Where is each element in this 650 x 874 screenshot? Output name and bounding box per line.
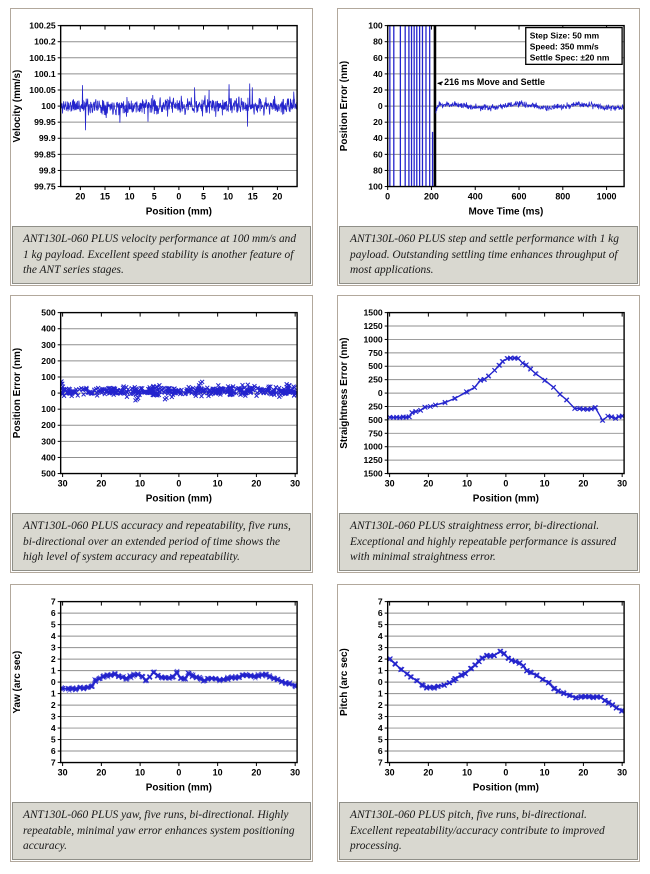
svg-text:20: 20 bbox=[96, 478, 107, 489]
svg-text:1500: 1500 bbox=[363, 468, 383, 479]
svg-text:99.85: 99.85 bbox=[34, 149, 56, 160]
svg-text:10: 10 bbox=[462, 767, 473, 778]
svg-text:0: 0 bbox=[377, 388, 383, 399]
svg-text:750: 750 bbox=[368, 428, 383, 439]
svg-text:200: 200 bbox=[41, 355, 56, 366]
svg-text:100: 100 bbox=[368, 20, 383, 31]
svg-text:5: 5 bbox=[151, 191, 157, 202]
svg-text:20: 20 bbox=[423, 767, 434, 778]
svg-text:10: 10 bbox=[212, 478, 223, 489]
yaw-panel bbox=[10, 584, 313, 862]
svg-text:1250: 1250 bbox=[363, 321, 383, 332]
svg-text:4: 4 bbox=[50, 631, 56, 642]
svg-text:20: 20 bbox=[96, 767, 107, 778]
svg-text:60: 60 bbox=[373, 149, 383, 160]
svg-text:10: 10 bbox=[539, 478, 550, 489]
svg-text:300: 300 bbox=[41, 436, 56, 447]
svg-text:Move Time (ms): Move Time (ms) bbox=[468, 206, 544, 218]
svg-text:100.25: 100.25 bbox=[29, 20, 56, 31]
svg-text:40: 40 bbox=[373, 133, 383, 144]
svg-text:0: 0 bbox=[50, 677, 56, 688]
velocity-caption: ANT130L-060 PLUS velocity performance at 100 mm/s and 1 kg payload. Excellent speed stability is another feature of the ANT series stages. bbox=[12, 226, 311, 284]
svg-text:80: 80 bbox=[373, 36, 383, 47]
svg-text:3: 3 bbox=[377, 711, 383, 722]
pitch-chart bbox=[338, 585, 639, 803]
svg-text:216 ms Move and Settle: 216 ms Move and Settle bbox=[444, 76, 545, 87]
straightness-chart bbox=[338, 296, 639, 514]
svg-text:10: 10 bbox=[124, 191, 135, 202]
svg-text:1250: 1250 bbox=[363, 455, 383, 466]
svg-text:7: 7 bbox=[50, 596, 56, 607]
svg-text:30: 30 bbox=[384, 478, 395, 489]
svg-text:30: 30 bbox=[617, 767, 628, 778]
svg-text:5: 5 bbox=[377, 619, 383, 630]
step-settle-caption: ANT130L-060 PLUS step and settle performance with 1 kg payload. Outstanding settling time enhances throughput of most applications. bbox=[339, 226, 638, 284]
svg-text:20: 20 bbox=[373, 117, 383, 128]
svg-text:4: 4 bbox=[377, 631, 383, 642]
svg-text:3: 3 bbox=[50, 642, 56, 653]
svg-text:250: 250 bbox=[368, 401, 383, 412]
svg-text:100.05: 100.05 bbox=[29, 84, 56, 95]
svg-text:1: 1 bbox=[50, 688, 56, 699]
svg-text:99.9: 99.9 bbox=[38, 133, 56, 144]
svg-text:Position (mm): Position (mm) bbox=[145, 782, 212, 794]
svg-text:99.75: 99.75 bbox=[34, 181, 56, 192]
svg-text:7: 7 bbox=[377, 596, 383, 607]
svg-text:500: 500 bbox=[368, 361, 383, 372]
svg-text:1000: 1000 bbox=[363, 441, 383, 452]
svg-text:1500: 1500 bbox=[363, 307, 383, 318]
svg-text:80: 80 bbox=[373, 165, 383, 176]
svg-text:20: 20 bbox=[423, 478, 434, 489]
svg-text:Pitch (arc sec): Pitch (arc sec) bbox=[338, 648, 350, 717]
svg-text:0: 0 bbox=[377, 677, 383, 688]
svg-text:40: 40 bbox=[373, 68, 383, 79]
svg-text:Step Size: 50 mm: Step Size: 50 mm bbox=[529, 30, 600, 41]
svg-text:10: 10 bbox=[212, 767, 223, 778]
svg-text:Position Error (nm): Position Error (nm) bbox=[11, 347, 23, 439]
svg-text:1000: 1000 bbox=[596, 191, 617, 202]
svg-text:500: 500 bbox=[41, 468, 56, 479]
svg-text:20: 20 bbox=[75, 191, 86, 202]
svg-text:400: 400 bbox=[41, 452, 56, 463]
svg-text:100.1: 100.1 bbox=[34, 68, 56, 79]
svg-text:3: 3 bbox=[50, 711, 56, 722]
svg-text:0: 0 bbox=[385, 191, 391, 202]
svg-text:800: 800 bbox=[555, 191, 571, 202]
svg-text:15: 15 bbox=[247, 191, 258, 202]
accuracy-panel bbox=[10, 295, 313, 573]
svg-text:2: 2 bbox=[377, 654, 383, 665]
pitch-caption: ANT130L-060 PLUS pitch, five runs, bi-directional. Excellent repeatability/accuracy contribute to improved processing. bbox=[339, 802, 638, 860]
straightness-caption: ANT130L-060 PLUS straightness error, bi-directional. Exceptional and highly repeatable performance is assured with minimal straightness error. bbox=[339, 513, 638, 571]
svg-text:200: 200 bbox=[41, 420, 56, 431]
svg-text:2: 2 bbox=[50, 700, 56, 711]
svg-text:0: 0 bbox=[377, 101, 383, 112]
svg-text:400: 400 bbox=[41, 323, 56, 334]
svg-text:Position (mm): Position (mm) bbox=[145, 206, 212, 218]
svg-text:20: 20 bbox=[578, 478, 589, 489]
svg-text:20: 20 bbox=[251, 767, 262, 778]
svg-text:10: 10 bbox=[462, 478, 473, 489]
svg-text:30: 30 bbox=[290, 767, 301, 778]
svg-text:5: 5 bbox=[50, 734, 56, 745]
svg-text:4: 4 bbox=[50, 723, 56, 734]
svg-text:1: 1 bbox=[377, 688, 383, 699]
svg-text:0: 0 bbox=[176, 478, 182, 489]
yaw-chart bbox=[11, 585, 312, 803]
svg-text:100: 100 bbox=[41, 371, 56, 382]
svg-text:Position (mm): Position (mm) bbox=[472, 782, 539, 794]
svg-text:Position Error (nm): Position Error (nm) bbox=[338, 60, 350, 152]
svg-text:10: 10 bbox=[135, 767, 146, 778]
svg-text:0: 0 bbox=[176, 767, 182, 778]
svg-text:30: 30 bbox=[57, 478, 68, 489]
svg-text:0: 0 bbox=[503, 478, 509, 489]
svg-text:10: 10 bbox=[223, 191, 234, 202]
svg-text:7: 7 bbox=[50, 757, 56, 768]
velocity-panel bbox=[10, 8, 313, 286]
svg-text:Position (mm): Position (mm) bbox=[145, 493, 212, 505]
svg-text:20: 20 bbox=[373, 84, 383, 95]
svg-text:500: 500 bbox=[368, 414, 383, 425]
svg-text:100: 100 bbox=[41, 404, 56, 415]
pitch-panel bbox=[337, 584, 640, 862]
svg-text:5: 5 bbox=[377, 734, 383, 745]
svg-text:600: 600 bbox=[511, 191, 527, 202]
svg-text:99.95: 99.95 bbox=[34, 117, 56, 128]
accuracy-caption: ANT130L-060 PLUS accuracy and repeatability, five runs, bi-directional over an extended period of time shows the high level of system accuracy and repeatability. bbox=[12, 513, 311, 571]
svg-text:100.2: 100.2 bbox=[34, 36, 56, 47]
step-settle-panel bbox=[337, 8, 640, 286]
svg-text:30: 30 bbox=[57, 767, 68, 778]
svg-text:4: 4 bbox=[377, 723, 383, 734]
svg-text:100.15: 100.15 bbox=[29, 52, 56, 63]
svg-text:7: 7 bbox=[377, 757, 383, 768]
accuracy-chart bbox=[11, 296, 312, 514]
svg-text:1000: 1000 bbox=[363, 334, 383, 345]
svg-text:30: 30 bbox=[290, 478, 301, 489]
svg-text:750: 750 bbox=[368, 347, 383, 358]
svg-text:400: 400 bbox=[467, 191, 483, 202]
step-settle-chart bbox=[338, 9, 639, 227]
velocity-chart bbox=[11, 9, 312, 227]
svg-text:250: 250 bbox=[368, 374, 383, 385]
svg-text:0: 0 bbox=[176, 191, 182, 202]
svg-text:6: 6 bbox=[377, 746, 383, 757]
svg-text:500: 500 bbox=[41, 307, 56, 318]
svg-text:Yaw (arc sec): Yaw (arc sec) bbox=[11, 650, 23, 714]
svg-text:1: 1 bbox=[50, 665, 56, 676]
svg-text:100: 100 bbox=[368, 181, 383, 192]
svg-text:Straightness Error (nm): Straightness Error (nm) bbox=[338, 337, 350, 449]
svg-text:99.8: 99.8 bbox=[38, 165, 56, 176]
svg-text:20: 20 bbox=[272, 191, 283, 202]
svg-text:20: 20 bbox=[251, 478, 262, 489]
svg-text:6: 6 bbox=[50, 746, 56, 757]
svg-text:3: 3 bbox=[377, 642, 383, 653]
svg-text:2: 2 bbox=[50, 654, 56, 665]
svg-text:100: 100 bbox=[41, 101, 56, 112]
svg-text:0: 0 bbox=[503, 767, 509, 778]
svg-text:0: 0 bbox=[50, 388, 56, 399]
svg-text:10: 10 bbox=[539, 767, 550, 778]
svg-text:10: 10 bbox=[135, 478, 146, 489]
svg-text:6: 6 bbox=[50, 608, 56, 619]
yaw-caption: ANT130L-060 PLUS yaw, five runs, bi-directional. Highly repeatable, minimal yaw error enhances system positioning accuracy. bbox=[12, 802, 311, 860]
svg-text:Settle Spec: ±20 nm: Settle Spec: ±20 nm bbox=[529, 52, 610, 63]
svg-text:2: 2 bbox=[377, 700, 383, 711]
svg-text:30: 30 bbox=[384, 767, 395, 778]
svg-text:5: 5 bbox=[50, 619, 56, 630]
svg-text:30: 30 bbox=[617, 478, 628, 489]
svg-text:200: 200 bbox=[423, 191, 439, 202]
svg-text:Velocity (mm/s): Velocity (mm/s) bbox=[11, 69, 23, 143]
svg-text:Speed: 350 mm/s: Speed: 350 mm/s bbox=[529, 41, 599, 52]
svg-text:1: 1 bbox=[377, 665, 383, 676]
svg-text:20: 20 bbox=[578, 767, 589, 778]
straightness-panel bbox=[337, 295, 640, 573]
svg-text:15: 15 bbox=[100, 191, 110, 202]
svg-text:Position (mm): Position (mm) bbox=[472, 493, 539, 505]
svg-text:6: 6 bbox=[377, 608, 383, 619]
svg-text:300: 300 bbox=[41, 339, 56, 350]
svg-text:60: 60 bbox=[373, 52, 383, 63]
svg-text:5: 5 bbox=[201, 191, 207, 202]
